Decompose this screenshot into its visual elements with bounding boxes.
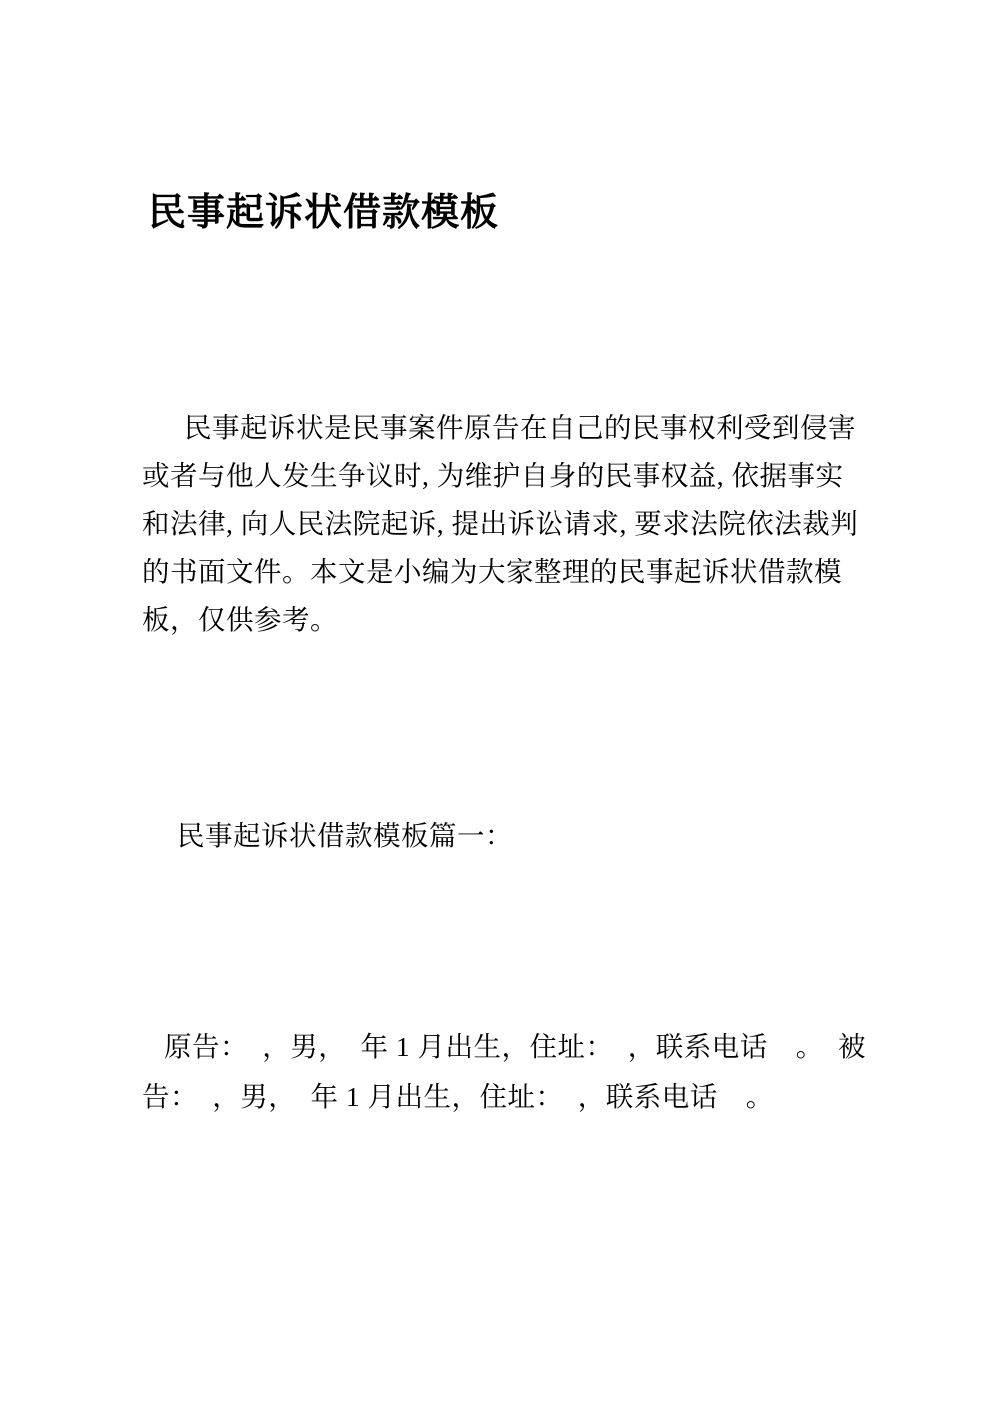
text-line: 板，仅供参考。: [142, 604, 338, 635]
text-line: 民事起诉状是民事案件原告在自己的民事权利受到侵害: [184, 412, 856, 443]
intro-paragraph: [142, 404, 902, 644]
document-title: 民事起诉状借款模板: [148, 192, 500, 234]
text-line: 或者与他人发生争议时, 为维护自身的民事权益, 依据事实: [142, 460, 844, 491]
text-line: 原告： ，男， 年 1 月出生，住址： ，联系电话 。 被: [164, 1031, 866, 1062]
text-line: 告： ，男， 年 1 月出生，住址： ，联系电话 。: [142, 1081, 774, 1112]
text-line: 的书面文件。本文是小编为大家整理的民事起诉状借款模: [142, 556, 842, 587]
text-line: 和法律, 向人民法院起诉, 提出诉讼请求, 要求法院依法裁判: [142, 508, 859, 539]
section-heading: 民事起诉状借款模板篇一：: [177, 820, 513, 851]
party-info-paragraph: [142, 1022, 902, 1122]
